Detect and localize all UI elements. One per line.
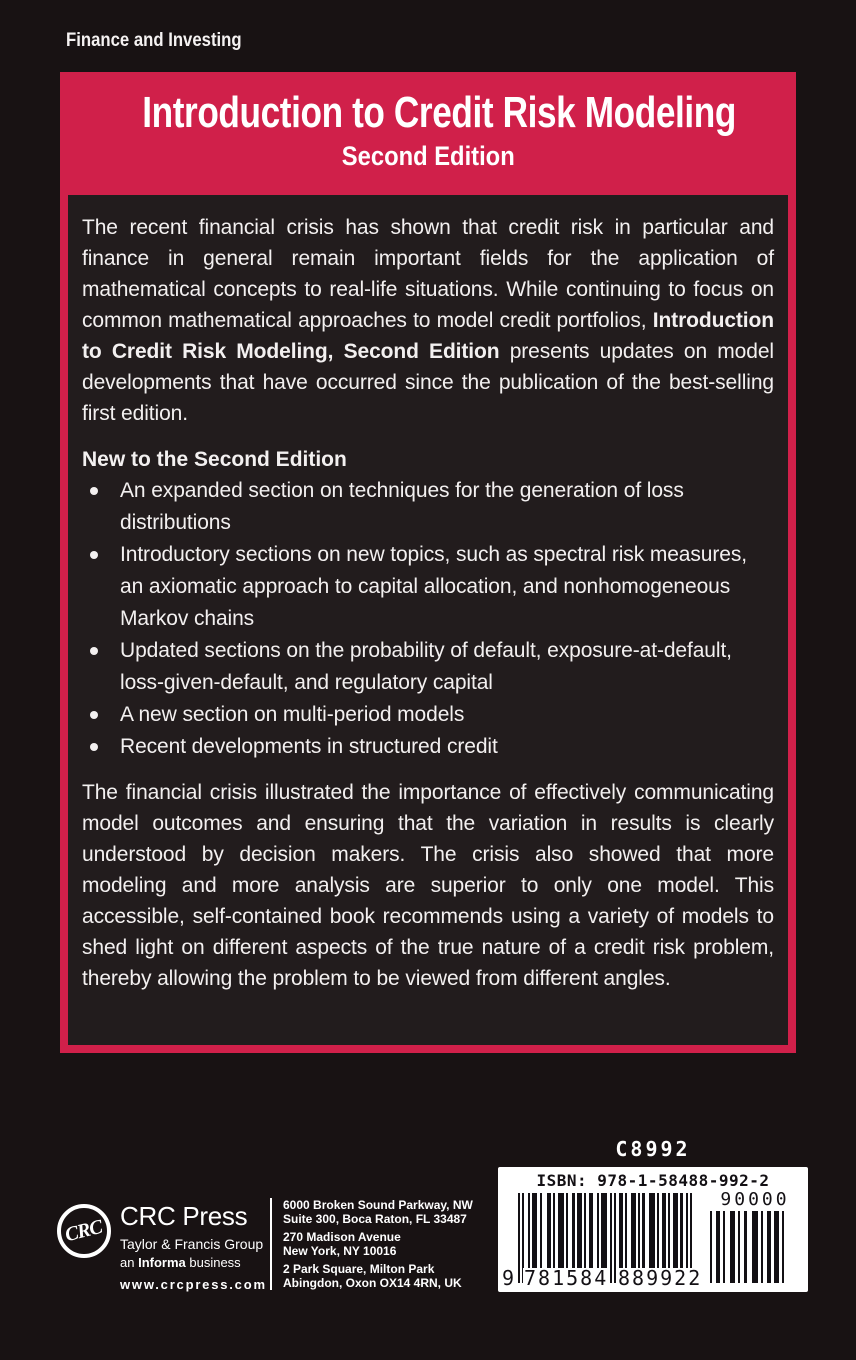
barcode-bar [540, 1193, 542, 1269]
barcode-bar [723, 1211, 725, 1283]
crc-logo-icon [57, 1204, 111, 1258]
title-banner [68, 72, 788, 195]
crc-logo-text: CRC [63, 1215, 105, 1246]
publisher-group: Taylor & Francis Group [120, 1236, 264, 1252]
address-line-1: 2 Park Square, Milton Park [283, 1262, 435, 1276]
list-item-text: An expanded section on techniques for the generation of loss distributions [120, 479, 684, 534]
barcode-bar [532, 1193, 537, 1269]
address-item [283, 1263, 483, 1290]
summary-panel [60, 72, 796, 1053]
publisher-block [55, 1196, 485, 1296]
print-code: C8992 [615, 1137, 691, 1161]
barcode-bar [657, 1193, 659, 1269]
publisher-identity [120, 1201, 267, 1292]
publisher-name: CRC Press [120, 1201, 248, 1231]
barcode-bar [631, 1193, 636, 1269]
barcode-bar [577, 1193, 582, 1269]
list-item [82, 635, 774, 699]
barcode-digits-left-group: 781584 [524, 1266, 609, 1290]
new-to-edition-heading: New to the Second Edition [82, 448, 347, 471]
barcode-bar [518, 1193, 520, 1283]
title-mention: Introduction to Credit Risk Modeling, Second Edition [82, 309, 774, 363]
barcode-bar [625, 1193, 627, 1269]
barcode-bar [558, 1193, 564, 1269]
barcode-bar [680, 1193, 683, 1269]
barcode-bar [710, 1211, 712, 1283]
barcode-bar [638, 1193, 640, 1269]
barcode-bar [716, 1211, 720, 1283]
barcode-bar [668, 1193, 670, 1269]
barcode-digit-prefix: 9 [502, 1266, 517, 1290]
address-line-2: New York, NY 10016 [283, 1243, 397, 1258]
informa-pre: an [120, 1255, 139, 1270]
barcode-bar [673, 1193, 678, 1269]
address-line-2: Suite 300, Boca Raton, FL 33487 [283, 1211, 467, 1226]
list-item-text: Updated sections on the probability of default, exposure-at-default, loss-given-default, and regulatory capital [120, 639, 732, 694]
barcode-bar [597, 1193, 599, 1269]
barcode-bar [662, 1193, 666, 1269]
barcode-bar [752, 1211, 758, 1283]
list-item [82, 475, 774, 539]
bullet-icon [90, 711, 98, 719]
description-paragraph-1 [82, 212, 774, 429]
isbn-label: ISBN: 978-1-58488-992-2 [536, 1171, 770, 1190]
barcode-bar [738, 1211, 740, 1283]
list-item [82, 731, 774, 763]
barcode-bar [610, 1193, 612, 1283]
barcode-bar [761, 1211, 763, 1283]
publisher-addresses [283, 1199, 483, 1295]
bullet-icon [90, 551, 98, 559]
informa-post: business [185, 1255, 241, 1270]
divider [270, 1198, 272, 1290]
new-features-list [82, 475, 774, 763]
barcode-box [498, 1167, 808, 1292]
category-label: Finance and Investing [66, 30, 242, 51]
barcode-bar [572, 1193, 575, 1269]
publisher-website: www.crcpress.com [120, 1277, 267, 1292]
paragraph-text: The recent financial crisis has shown that credit risk in particular and finance in general remain important fields for the application of mathematical concepts to real-life situations. While continuing to focus on common mathematical approaches to model credit portfolios, [82, 216, 774, 332]
address-line-1: 270 Madison Avenue [283, 1230, 401, 1244]
description-paragraph-2: The financial crisis illustrated the importance of effectively communicating model outcomes and ensuring that the variation in results is clearly understood by decision makers. The crisis also showed that more modeling and more analysis are superior to only one model. This accessible, self-contained book recommends using a variety of models to shed light on different aspects of the true nature of a credit risk problem, thereby allowing the problem to be viewed from different angles. [82, 781, 774, 990]
bullet-icon [90, 743, 98, 751]
address-line-1: 6000 Broken Sound Parkway, NW [283, 1198, 473, 1212]
barcode-bar [589, 1193, 593, 1269]
list-item [82, 539, 774, 635]
supplement-barcode-icon [710, 1211, 784, 1283]
barcode-digits-right-group: 889922 [618, 1266, 703, 1290]
panel-content [68, 195, 788, 994]
barcode-bar [642, 1193, 645, 1269]
barcode-bar [601, 1193, 607, 1269]
barcode-bar [566, 1193, 568, 1269]
barcode-bar [614, 1193, 616, 1283]
barcode-bar [730, 1211, 735, 1283]
barcode-bar [782, 1211, 784, 1283]
address-item [283, 1199, 483, 1226]
address-item [283, 1231, 483, 1258]
barcode-bar [649, 1193, 655, 1269]
paragraph-text: presents updates on model developments that have occurred since the publication of the best-selling first edition. [82, 340, 774, 425]
bullet-icon [90, 647, 98, 655]
barcode-bar [744, 1211, 747, 1283]
barcode-bar [547, 1193, 551, 1269]
barcode-bar [553, 1193, 555, 1269]
informa-line [120, 1255, 267, 1270]
barcode-bar [767, 1211, 771, 1283]
list-item [82, 699, 774, 731]
supplement-code: 90000 [720, 1189, 790, 1210]
barcode-bar [774, 1211, 779, 1283]
barcode-bar [619, 1193, 623, 1269]
barcode-bar [584, 1193, 586, 1269]
list-item-text: Recent developments in structured credit [120, 735, 498, 758]
list-item-text: A new section on multi-period models [120, 703, 465, 726]
address-line-2: Abingdon, Oxon OX14 4RN, UK [283, 1275, 462, 1290]
book-title: Introduction to Credit Risk Modeling [142, 88, 736, 137]
edition-subtitle: Second Edition [341, 141, 515, 171]
bullet-icon [90, 487, 98, 495]
list-item-text: Introductory sections on new topics, such as spectral risk measures, an axiomatic approach to capital allocation, and nonhomogeneous Markov chains [120, 543, 747, 630]
barcode-bar [528, 1193, 530, 1269]
informa-bold: Informa [138, 1255, 186, 1270]
